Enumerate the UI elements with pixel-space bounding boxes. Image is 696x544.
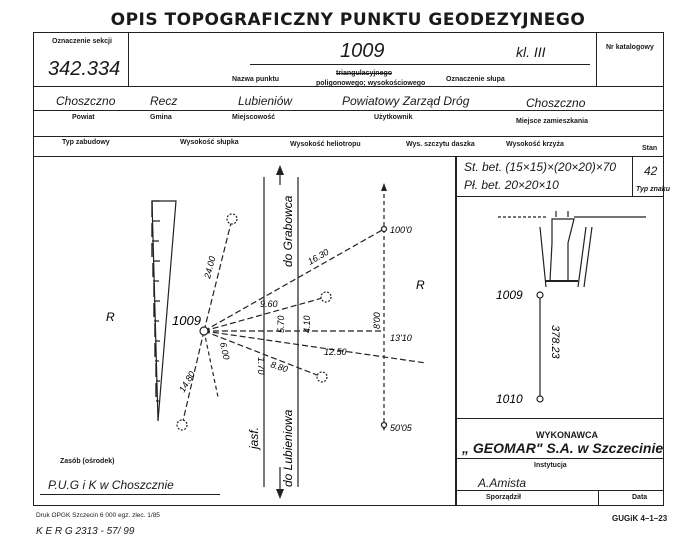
header-sep-2 [596,32,597,86]
hatch-left [540,227,546,287]
stabilization-line-1: St. bet. (15×15)×(20×20)×70 [464,160,617,174]
type-line-2: poligonowego; wysokościowego [316,80,426,87]
dist-label-880: 8.80 [269,359,290,375]
relation-point-bottom [537,396,543,402]
dist-label-1630: 16.30 [306,246,331,267]
right-arrow-up-head [381,183,387,191]
dist-label-570: 5.70 [276,315,286,333]
wys-szczytu-label: Wys. szczytu daszka [406,141,475,148]
label-r-left: R [106,310,115,324]
class-value: kl. III [516,44,546,60]
data-separator [598,490,599,506]
instytucja-label: Instytucja [534,462,567,469]
zasob-label: Zasób (ośrodek) [60,458,115,465]
typ-zabudowy-label: Typ zabudowy [62,139,110,146]
dist-label-600: 6.00 [218,341,232,361]
footer-kerg: K E R G 2313 - 57/ 99 [36,526,135,537]
road-label-top: do Grabowca [281,195,295,267]
ref-point-1480 [177,420,187,430]
dist-label-1480: 14.80 [177,369,197,394]
chainage-point-1000 [382,227,387,232]
typ-znaku-separator [632,156,633,196]
sporzadzil-label: Sporządził [486,494,522,501]
type-line-1: triangulacyjnego [336,70,393,77]
road-label-asf: jasf. [247,426,261,449]
footer-druk: Druk OPGK Szczecin 6 000 egz. zlec. 1/85 [36,512,160,519]
author-value: A.Amista [478,476,527,490]
main-point-marker [200,327,208,335]
dist-label-24: 24.00 [202,255,218,280]
hatch-right [578,227,592,287]
chainage-label-800: 8'00 [372,312,382,329]
miejsce-label: Miejsce zamieszkania [516,118,588,125]
wysokosc-krzyza-label: Wysokość krzyża [506,141,564,148]
chainage-label-505: 50'05 [390,423,412,433]
wykonawca-label: WYKONAWCA [536,430,598,440]
arrow-up-head [276,165,284,175]
miejsce-value: Choszczno [526,96,586,110]
dist-label-1250: 12.50 [324,347,347,357]
ref-point-880 [317,372,327,382]
monument-body [550,219,574,281]
zasob-value: P.U.G i K w Choszcznie [48,478,174,492]
data-label: Data [632,494,648,501]
dist-label-170: 1.70 [256,357,266,375]
miejscowosc-value: Lubieniów [238,94,293,108]
instytucja-line [455,458,664,459]
wykonawca-top-line [455,418,664,419]
typ-znaku-value: 42 [644,164,658,178]
point-underline [250,64,590,65]
sekcja-value: 342.334 [48,58,121,80]
ref-point-960 [321,292,331,302]
sekcja-label: Oznaczenie sekcji [52,38,112,45]
oznaczenie-slupa-label: Oznaczenie słupa [446,76,505,83]
ray-600 [204,331,218,397]
chainage-label-1310: 13'10 [390,333,412,343]
dist-label-960: 9.60 [260,299,278,309]
gmina-value: Recz [150,94,178,108]
relation-point-top [537,292,543,298]
document-title: OPIS TOPOGRAFICZNY PUNKTU GEODEZYJNEGO [110,10,586,30]
relation-top-label: 1009 [496,288,523,302]
typ-znaku-label: Typ znaku [636,186,670,193]
row1-line [33,110,664,111]
monument-top-marks [556,211,568,217]
author-line [455,490,664,491]
uzytkownik-label: Użytkownik [374,114,413,121]
wysokosc-slupka-label: Wysokość słupka [180,139,239,146]
relation-bottom-label: 1010 [496,392,523,406]
miejscowosc-label: Miejscowość [232,114,276,121]
stan-label: Stan [642,145,658,152]
point-number: 1009 [340,40,385,62]
wykonawca-company: „ GEOMAR" S.A. w Szczecinie [462,440,664,456]
stabilization-line-2: Pł. bet. 20×20×10 [464,178,559,192]
powiat-label: Powiat [72,114,95,121]
arrow-down-head [276,489,284,499]
row2-top-line [33,136,664,137]
uzytkownik-value: Powiatowy Zarząd Dróg [342,94,470,108]
topographic-sketch [34,157,454,506]
zasob-line [40,494,220,495]
main-point-label: 1009 [172,313,201,328]
nr-katalogowy-label: Nr katalogowy [606,44,654,51]
footer-gugik: GUGiK 4–1–23 [612,514,668,523]
label-r-right: R [416,278,425,292]
road-label-bottom: do Lubieniowa [281,409,295,487]
ref-point-24 [227,214,237,224]
monument-and-relation-sketch [456,197,664,417]
powiat-value: Choszczno [56,94,116,108]
dist-label-410: 4.10 [302,315,312,333]
slope-hatch-ticks [152,201,156,397]
gmina-label: Gmina [150,114,172,121]
chainage-point-505 [382,423,387,428]
nazwa-punktu-label: Nazwa punktu [232,76,280,83]
relation-distance: 378.23 [549,325,561,359]
header-sep-1 [128,32,129,86]
wysokosc-heliotropu-label: Wysokość heliotropu [290,141,361,148]
chainage-label-1000: 100'0 [390,225,412,235]
